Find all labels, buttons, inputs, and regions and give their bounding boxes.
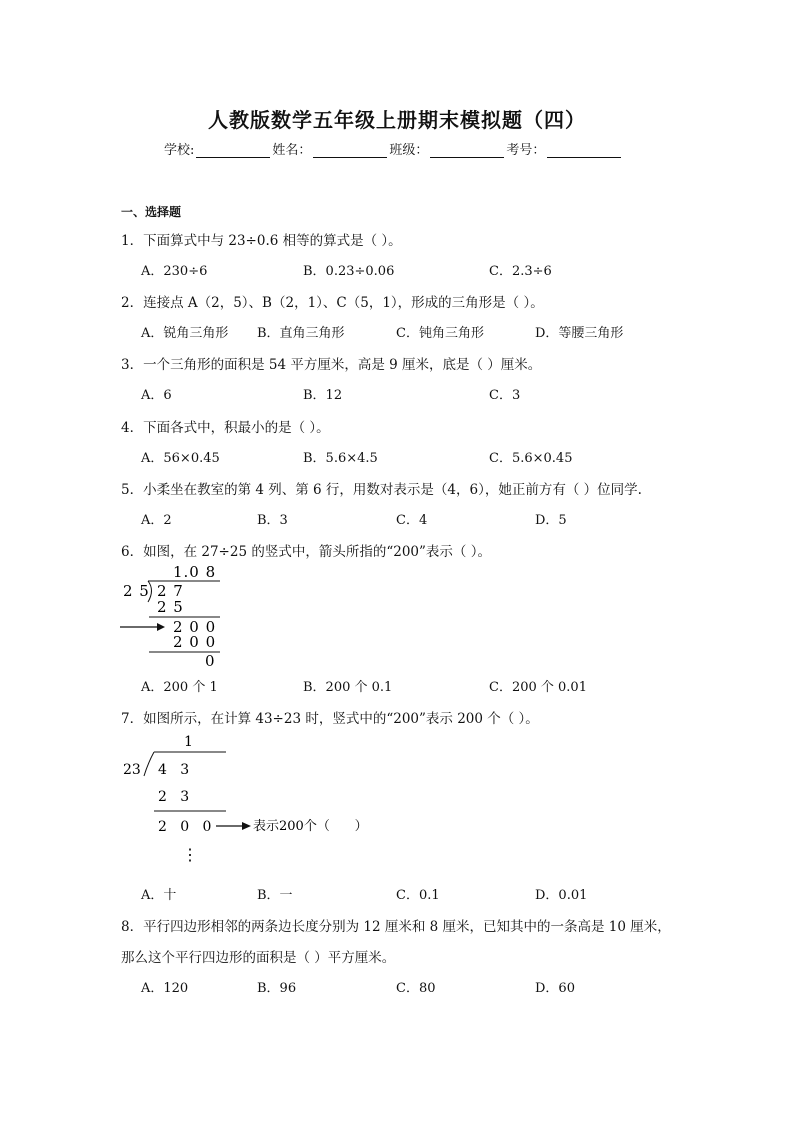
quotient: 1.0 8 [173, 563, 217, 581]
option-c: C．0.1 [396, 888, 440, 903]
quotient: 1 [184, 734, 193, 750]
long-division-figure-7 [118, 730, 378, 870]
option-b: B．12 [303, 388, 343, 403]
option-b: B．96 [257, 981, 297, 996]
option-b: B．0.23÷0.06 [303, 264, 395, 279]
option-c: C．4 [396, 513, 428, 528]
question-8-stem-continued: 那么这个平行四边形的面积是（ ）平方厘米。 [121, 950, 396, 966]
option-d: D．等腰三角形 [535, 326, 624, 341]
option-b: B．直角三角形 [257, 326, 345, 341]
arrow-annotation: 表示200个（ ） [253, 819, 368, 834]
vertical-ellipsis-icon: ⋮ [182, 845, 198, 864]
step-2-value: 2 0 0 [158, 819, 212, 835]
question-5-stem: 5．小柔坐在教室的第 4 列、第 6 行，用数对表示是（4，6），她正前方有（ ）位同学. [121, 482, 642, 498]
page-title: 人教版数学五年级上册期末模拟题（四） [208, 108, 586, 132]
option-b: B．3 [257, 513, 288, 528]
option-c: C．2.3÷6 [489, 264, 552, 279]
class-label: 班级： [389, 143, 429, 158]
remainder: 0 [205, 652, 215, 670]
step-1-product: 2 3 [158, 789, 190, 805]
option-b: B．200 个 0.1 [303, 680, 393, 695]
step-3-product: 2 0 0 [173, 633, 217, 651]
option-a: A．56×0.45 [141, 451, 220, 466]
step-2-value: 2 0 0 [173, 618, 217, 636]
question-3-stem: 3．一个三角形的面积是 54 平方厘米，高是 9 厘米，底是（ ）厘米。 [121, 357, 542, 373]
name-blank [313, 145, 387, 158]
school-label: 学校: [164, 143, 195, 158]
question-1-stem: 1．下面算式中与 23÷0.6 相等的算式是（ ）。 [121, 233, 402, 249]
school-blank [196, 145, 270, 158]
step-1-product: 2 5 [157, 598, 184, 616]
dividend: 4 3 [158, 762, 190, 778]
dividend: 2 7 [157, 582, 184, 600]
option-b: B．一 [257, 888, 293, 903]
exam-no-blank [547, 145, 621, 158]
option-d: D．0.01 [535, 888, 588, 903]
division-bracket [144, 752, 154, 776]
name-label: 姓名： [272, 143, 312, 158]
option-a: A．锐角三角形 [141, 326, 229, 341]
exam-no-label: 考号： [506, 143, 546, 158]
long-division-figure-6 [115, 560, 235, 670]
question-6-stem: 6．如图，在 27÷25 的竖式中，箭头所指的“200”表示（ ）。 [121, 544, 491, 560]
option-a: A．120 [141, 981, 189, 996]
option-c: C．200 个 0.01 [489, 680, 587, 695]
option-c: C．80 [396, 981, 436, 996]
divisor: 23 [123, 762, 141, 778]
student-info-line [164, 139, 623, 158]
class-blank [430, 145, 504, 158]
option-b: B．5.6×4.5 [303, 451, 378, 466]
option-c: C．5.6×0.45 [489, 451, 573, 466]
option-c: C．3 [489, 388, 521, 403]
option-a: A．6 [141, 388, 172, 403]
option-c: C．钝角三角形 [396, 326, 484, 341]
question-8-stem: 8．平行四边形相邻的两条边长度分别为 12 厘米和 8 厘米，已知其中的一条高是 10 厘米， [121, 919, 671, 935]
arrow-right-icon [157, 623, 165, 631]
question-2-stem: 2．连接点 A（2，5）、B（2，1）、C（5，1），形成的三角形是（ ）。 [121, 295, 544, 311]
option-a: A．230÷6 [141, 264, 208, 279]
option-a: A．200 个 1 [141, 680, 218, 695]
question-4-stem: 4．下面各式中，积最小的是（ ）。 [121, 420, 330, 436]
option-a: A．十 [141, 888, 177, 903]
section-title: 一、选择题 [121, 205, 182, 219]
arrow-right-icon [242, 822, 251, 830]
divisor: 2 5 [123, 582, 150, 600]
question-7-stem: 7．如图所示，在计算 43÷23 时，竖式中的“200”表示 200 个（ ）。 [121, 711, 539, 727]
option-d: D．60 [535, 981, 575, 996]
option-d: D．5 [535, 513, 567, 528]
option-a: A．2 [141, 513, 172, 528]
